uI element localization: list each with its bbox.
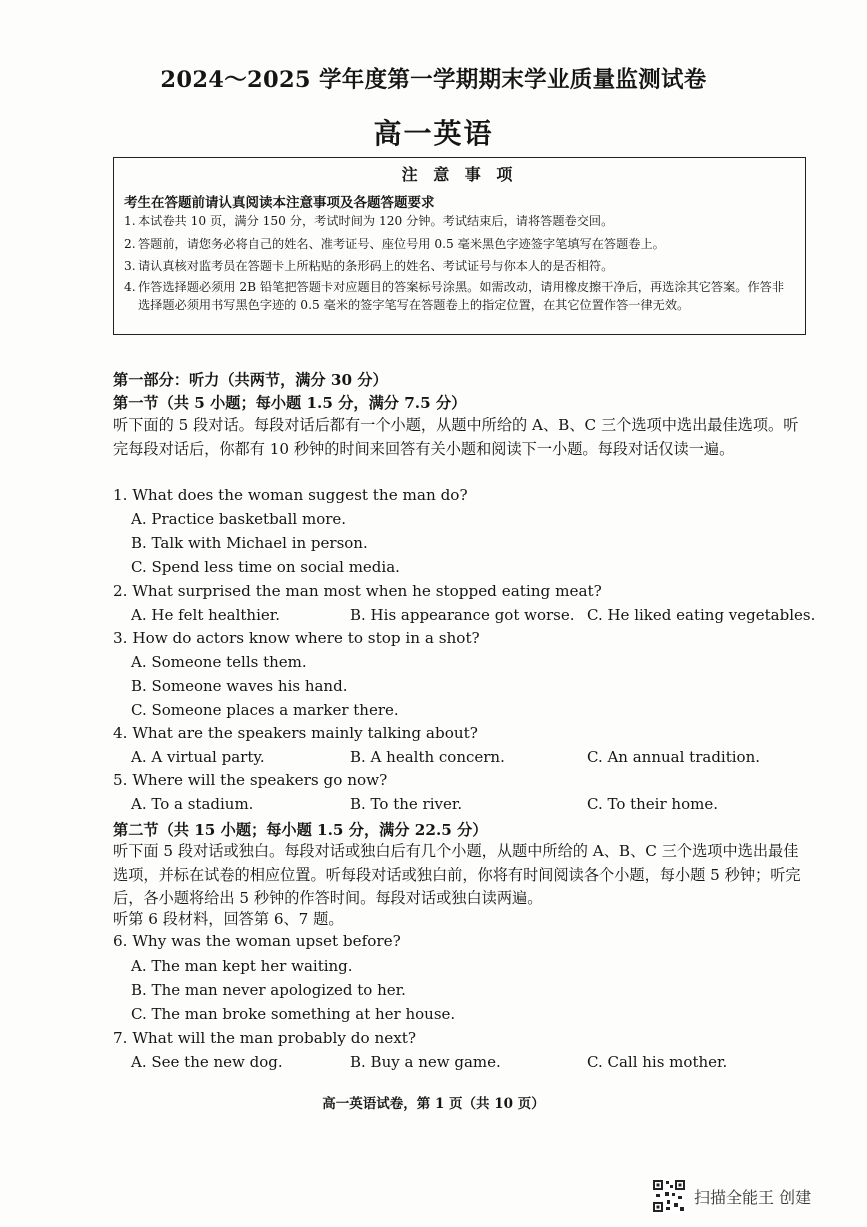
option-4a: A. A virtual party. — [131, 748, 265, 766]
option-7b: B. Buy a new game. — [350, 1053, 501, 1071]
notice-item-number: 3. — [124, 259, 136, 273]
option-2c: C. He liked eating vegetables. — [587, 606, 816, 624]
question-5: 5. Where will the speakers go now? — [113, 771, 388, 789]
option-5c: C. To their home. — [587, 795, 718, 813]
exam-subject: 高一英语 — [373, 117, 494, 150]
exam-title: 2024～2025 学年度第一学期期末学业质量监测试卷 — [160, 67, 707, 93]
option-4c: C. An annual tradition. — [587, 748, 760, 766]
section1-heading: 第一节（共 5 小题；每小题 1.5 分，满分 7.5 分） — [113, 394, 467, 412]
option-3a: A. Someone tells them. — [131, 653, 307, 671]
section2-instructions: 听下面 5 段对话或独白。每段对话或独白后有几个小题，从题中所给的 A、B、C 三个选项中选出最佳选项，并标在试卷的相应位置。听每段对话或独白前，你将有时间阅读各个小题，每小题 5 秒钟；听完后，各小题将给出 5 秒钟的作答时间。每段对话或独白读两遍。 — [113, 842, 801, 907]
notice-subheading: 考生在答题前请认真阅读本注意事项及各题答题要求 — [124, 195, 435, 211]
notice-heading: 注 意 事 项 — [401, 165, 518, 184]
notice-item-text: 作答选择题必须用 2B 铅笔把答题卡对应题目的答案标号涂黑。如需改动，请用橡皮擦干净后，再选涂其它答案。作答非选择题必须用书写黑色字迹的 0.5 毫米的签字笔写在答题卷上的指定位置，在其它位置作答一律无效。 — [138, 280, 785, 312]
section1-instructions: 听下面的 5 段对话。每段对话后都有一个小题，从题中所给的 A、B、C 三个选项中选出最佳选项。听完每段对话后，你都有 10 秒钟的时间来回答有关小题和阅读下一小题。每段对话仅读一遍。 — [113, 416, 799, 458]
option-2a: A. He felt healthier. — [131, 606, 281, 624]
option-5a: A. To a stadium. — [131, 795, 254, 813]
notice-box — [113, 157, 806, 335]
question-3: 3. How do actors know where to stop in a shot? — [113, 629, 480, 647]
question-6: 6. Why was the woman upset before? — [113, 932, 401, 950]
notice-item-number: 1. — [124, 214, 136, 228]
question-1: 1. What does the woman suggest the man do? — [113, 486, 468, 504]
notice-item-text: 答题前，请您务必将自己的姓名、准考证号、座位号用 0.5 毫米黑色字迹签字笔填写在答题卷上。 — [138, 237, 665, 251]
qr-code-icon — [652, 1179, 686, 1213]
part1-heading: 第一部分：听力（共两节，满分 30 分） — [113, 371, 388, 389]
option-7c: C. Call his mother. — [587, 1053, 728, 1071]
option-1c: C. Spend less time on social media. — [131, 558, 400, 576]
option-6b: B. The man never apologized to her. — [131, 981, 406, 999]
option-6c: C. The man broke something at her house. — [131, 1005, 456, 1023]
notice-item-number: 2. — [124, 237, 136, 251]
option-2b: B. His appearance got worse. — [350, 606, 575, 624]
option-5b: B. To the river. — [350, 795, 463, 813]
section2-heading: 第二节（共 15 小题；每小题 1.5 分，满分 22.5 分） — [113, 821, 488, 839]
question-2: 2. What surprised the man most when he stopped eating meat? — [113, 582, 602, 600]
option-4b: B. A health concern. — [350, 748, 505, 766]
option-1a: A. Practice basketball more. — [131, 510, 347, 528]
question-7: 7. What will the man probably do next? — [113, 1029, 417, 1047]
notice-item — [124, 258, 799, 276]
notice-item — [124, 279, 799, 314]
option-1b: B. Talk with Michael in person. — [131, 534, 368, 552]
notice-item-text: 请认真核对监考员在答题卡上所粘贴的条形码上的姓名、考试证号与你本人的是否相符。 — [138, 259, 614, 273]
scanner-watermark — [652, 1181, 811, 1211]
notice-item — [124, 236, 799, 254]
question-4: 4. What are the speakers mainly talking about? — [113, 724, 478, 742]
scanner-text: 扫描全能王 创建 — [694, 1187, 812, 1207]
option-7a: A. See the new dog. — [131, 1053, 283, 1071]
notice-item-text: 本试卷共 10 页，满分 150 分，考试时间为 120 分钟。考试结束后，请将答题卷交回。 — [138, 214, 614, 228]
notice-item — [124, 213, 799, 231]
option-3b: B. Someone waves his hand. — [131, 677, 348, 695]
option-3c: C. Someone places a marker there. — [131, 701, 399, 719]
option-6a: A. The man kept her waiting. — [131, 957, 353, 975]
material-6-instruction: 听第 6 段材料，回答第 6、7 题。 — [113, 910, 344, 928]
page-footer: 高一英语试卷，第 1 页（共 10 页） — [322, 1096, 545, 1112]
notice-item-number: 4. — [124, 280, 136, 294]
